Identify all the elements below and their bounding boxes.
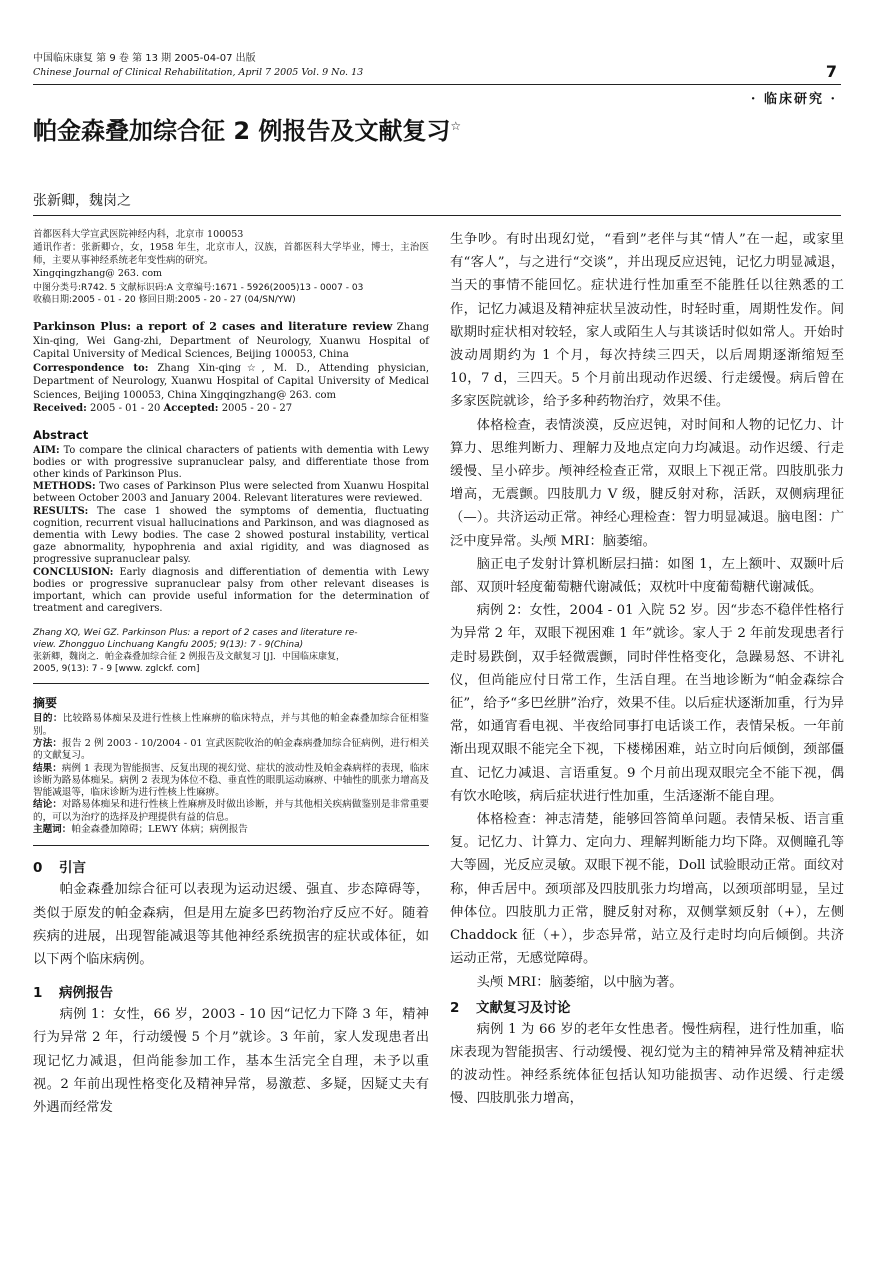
date-line: 收稿日期:2005 - 01 - 20 修回日期:2005 - 20 - 27 (04/SN/YW) <box>33 295 296 305</box>
page-number: 7 <box>825 62 837 81</box>
case1-body <box>33 1003 429 1119</box>
received-label: Received: <box>33 403 87 414</box>
citation-line-3: 张新卿，魏岗之．帕金森叠加综合征 2 例报告及文献复习 [J]．中国临床康复， <box>33 652 345 663</box>
affiliation-block <box>33 228 429 280</box>
aim-label: AIM: <box>33 444 60 456</box>
keywords-rule <box>33 845 429 846</box>
right-body <box>450 228 844 994</box>
section-title: 引言 <box>59 860 86 877</box>
section-number: 0 <box>33 860 43 877</box>
cn-results-label: 结果： <box>33 762 62 774</box>
cn-methods-text: 报告 2 例 2003 - 10/2004 - 01 宣武医院收治的帕金森病叠加综合征病例，进行相关的文献复习。 <box>33 737 429 762</box>
cn-conclusion-label: 结论： <box>33 799 62 811</box>
conclusion-label: CONCLUSION: <box>33 566 114 578</box>
article-authors: 张新卿，魏岗之 <box>33 193 131 209</box>
abstract-en <box>33 445 429 616</box>
correspondence-cn: 通讯作者：张新卿☆，女，1958 年生，北京市人，汉族，首都医科大学毕业，博士，主治医师，主要从事神经系统老年变性病的研究。 <box>33 242 429 266</box>
received-date: 2005 - 01 - 20 <box>89 403 161 414</box>
abstract-cn <box>33 713 429 836</box>
section-title: 文献复习及讨论 <box>476 999 571 1016</box>
section-heading-review <box>450 998 844 1018</box>
keywords-label: 主题词： <box>33 824 72 836</box>
journal-header <box>33 52 553 80</box>
cn-conclusion-text: 对路易体痴呆和进行性核上性麻痹及时做出诊断，并与其他相关疾病做鉴别是非常重要的，可以为治疗的选择及护理提供有益的信息。 <box>33 799 430 823</box>
affiliation: 首都医科大学宣武医院神经内科，北京市 100053 <box>33 229 244 240</box>
english-title: Parkinson Plus: a report of 2 cases and literature review <box>33 320 393 333</box>
header-rule <box>33 84 841 85</box>
corr-text: Zhang Xin-qing☆, M. D., Attending physician, Department of Neurology, Xuanwu Hospital of Capital University of Medical Sciences, Beijing 100053, China Xingqingzhang@ 263. com <box>33 362 429 401</box>
section-tag: · 临床研究 · <box>750 92 837 107</box>
accepted-date: 2005 - 20 - 27 <box>221 403 293 414</box>
review-paragraph: 病例 1 为 66 岁的老年女性患者。慢性病程，进行性加重，临床表现为智能损害、行动缓慢、视幻觉为主的精神异常及精神症状的波动性。神经系统体征包括认知功能损害、动作迟缓、行走缓慢、四肢肌张力增高， <box>450 1021 844 1107</box>
accepted-label: Accepted: <box>163 403 219 414</box>
journal-name-en: Chinese Journal of Clinical Rehabilitation, April 7 2005 Vol. 9 No. 13 <box>33 67 364 78</box>
section-heading-intro <box>33 858 429 878</box>
methods-label: METHODS: <box>33 481 96 493</box>
cn-aim-label: 目的： <box>33 713 63 725</box>
intro-paragraph: 帕金森叠加综合征可以表现为运动迟缓、强直、步态障碍等，类似于原发的帕金森病，但是用左旋多巴药物治疗反应不好。随着疾病的进展，出现智能减退等其他神经系统损害的症状或体征，如以下两个临床病例。 <box>33 882 429 967</box>
case2-history: 病例 2：女性，2004 - 01 入院 52 岁。因“步态不稳伴性格行为异常 2 年，双眼下视困难 1 年”就诊。家人于 2 年前发现患者行走时易跌倒，双手轻微震颤，同时伴性格变化，急躁易怒、不讲礼仪，但尚能应付日常工作，生活自理。在当地诊断为“帕金森综合征”，给予“多巴丝肼”治疗，效果不佳。以后症状逐渐加重，行为异常，如通宵看电视、半夜给同事打电话谈工作，表情呆板。一年前渐出现双眼不能完全下视，下楼梯困难，站立时向后倾倒，颈部僵直、记忆力减退、言语重复。9 个月前出现双眼完全不能下视，偶有饮水呛咳，病后症状进行性加重，生活逐渐不能自理。 <box>450 603 844 804</box>
conclusion-text: Early diagnosis and differentiation of dementia with Lewy bodies or progressive supranuclear palsy from other relevant diseases is important, which can provide useful information for the determination of treatment and caregivers. <box>33 566 429 615</box>
section-title: 病例报告 <box>59 985 113 1002</box>
intro-body <box>33 878 429 971</box>
abstract-cn-heading: 摘要 <box>33 696 58 711</box>
abstract-en-heading: Abstract <box>33 427 89 442</box>
citation-line-1: Zhang XQ, Wei GZ. Parkinson Plus: a report of 2 cases and literature re- <box>33 628 358 639</box>
english-authors: Zhang Xin-qing, Wei Gang-zhi, <box>33 322 429 347</box>
article-title <box>33 111 461 146</box>
cn-methods-label: 方法： <box>33 737 63 749</box>
journal-name-cn: 中国临床康复 第 9 卷 第 13 期 2005-04-07 出版 <box>33 53 256 64</box>
citation-line-2: view. Zhongguo Linchuang Kangfu 2005; 9(13): 7 - 9(China) <box>33 640 304 651</box>
english-affiliation: Department of Neurology, Xuanwu Hospital of Capital University of Medical Sciences, Beijing 100053, China <box>33 335 429 360</box>
case2-exam: 体格检查：神志清楚，能够回答简单问题。表情呆板、语言重复。记忆力、计算力、定向力、理解判断能力均下降。双侧瞳孔等大等圆，光反应灵敏。双眼下视不能，Doll 试验眼动正常。面纹对称，伸舌居中。颈项部及四肢肌张力均增高，以颈项部明显，呈过伸体位。四肢肌力正常，腱反射对称，双侧掌颏反射（+），左侧 Chaddock 征（+），步态异常，站立及行走时均向后倾倒。共济运动正常，无感觉障碍。 <box>450 812 844 967</box>
section-heading-cases <box>33 983 429 1003</box>
review-body <box>450 1018 844 1111</box>
case1-continued: 生争吵。有时出现幻觉，“看到”老伴与其“情人”在一起，或家里有“客人”，与之进行“交谈”，并出现反应迟钝，记忆力明显减退，当天的事情不能回忆。症状进行性加重至不能胜任以往熟悉的工作，记忆力减退及精神症状呈波动性，时轻时重，周期性发作。间歇期时症状相对较轻，家人或陌生人与其谈话时似如常人。开始时波动周期约为 1 个月，每次持续三四天，以后周期逐渐缩短至 10，7 d，三四天。5 个月前出现动作迟缓、行走缓慢。病后曾在多家医院就诊，给予多种药物治疗，效果不佳。 <box>450 232 844 410</box>
classification-line: 中图分类号:R742. 5 文献标识码:A 文章编号:1671 - 5926(2005)13 - 0007 - 03 <box>33 283 364 293</box>
title-mark: ☆ <box>450 119 462 133</box>
aim-text: To compare the clinical characters of patients with dementia with Lewy bodies or with progressive supranuclear palsy, and differentiate those from other kinds of Parkinson Plus. <box>33 444 429 480</box>
methods-text: Two cases of Parkinson Plus were selected from Xuanwu Hospital between October 2003 and January 2004. Relevant literatures were reviewed. <box>33 481 429 505</box>
case1-pet: 脑正电子发射计算机断层扫描：如图 1，左上额叶、双颞叶后部、双顶叶轻度葡萄糖代谢减低；双枕叶中度葡萄糖代谢减低。 <box>450 556 844 596</box>
case1-exam: 体格检查，表情淡漠，反应迟钝，对时间和人物的记忆力、计算力、思维判断力、理解力及地点定向力均减退。动作迟缓、行走缓慢、呈小碎步。颅神经检查正常，双眼上下视正常。四肢肌张力增高，无震颤。四肢肌力 V 级，腱反射对称，活跃，双侧病理征（—）。共济运动正常。神经心理检查：智力明显减退。脑电图：广泛中度异常。头颅 MRI：脑萎缩。 <box>450 417 844 549</box>
cn-results-text: 病例 1 表现为智能损害、反复出现的视幻觉、症状的波动性及帕金森病样的表现，临床诊断为路易体痴呆。病例 2 表现为体位不稳、垂直性的眼肌运动麻痹、中轴性的肌张力增高及智能减退等，临床诊断为进行性核上性麻痹。 <box>33 762 430 799</box>
cn-aim-text: 比较路易体痴呆及进行性核上性麻痹的临床特点，并与其他的帕金森叠加综合征相鉴别。 <box>33 713 430 737</box>
section-number: 2 <box>450 999 460 1016</box>
author-rule <box>33 215 841 216</box>
results-text: The case 1 showed the symptoms of dementia, fluctuating cognition, recurrent visual hallucinations and Parkinson, and was diagnosed as dementia with Lewy bodies. The case 2 showed postural instability, vertical gaze abnormality, hypophrenia and axial rigidity, and was diagnosed as progressive supranuclear palsy. <box>33 505 429 566</box>
corr-label: Correspondence to: <box>33 362 149 374</box>
right-column <box>450 228 844 1111</box>
citation-rule <box>33 683 429 684</box>
citation-line-4: 2005, 9(13): 7 - 9 [www. zglckf. com] <box>33 664 200 675</box>
citation-block <box>33 627 429 675</box>
case2-mri: 头颅 MRI：脑萎缩，以中脑为著。 <box>476 974 683 990</box>
keywords-text: 帕金森叠加障碍；LEWY 体病；病例报告 <box>71 824 248 836</box>
left-column <box>33 228 429 1119</box>
classification-block <box>33 282 429 306</box>
case1-paragraph: 病例 1：女性，66 岁，2003 - 10 因“记忆力下降 3 年，精神行为异常 2 年，行动缓慢 5 个月”就诊。3 年前，家人发现患者出现记忆力减退，但尚能参加工作，基本生活完全自理，未予以重视。2 年前出现性格变化及精神异常，易激惹、多疑，因疑丈夫有外遇而经常发 <box>33 1007 429 1115</box>
english-front-matter <box>33 320 429 416</box>
results-label: RESULTS: <box>33 505 89 517</box>
article-title-text: 帕金森叠加综合征 2 例报告及文献复习 <box>33 117 451 145</box>
section-number: 1 <box>33 985 43 1002</box>
author-email: Xingqingzhang@ 263. com <box>33 268 163 279</box>
